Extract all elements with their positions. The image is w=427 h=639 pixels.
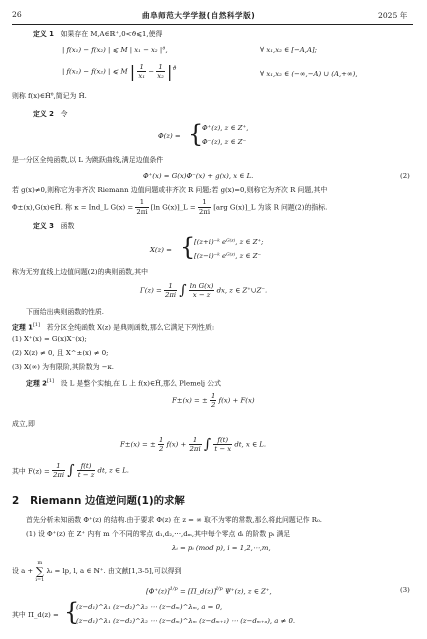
definition-1-condition-2: ∀ x₁,x₂ ∈ (−∞,−A) ∪ (A,+∞), bbox=[260, 70, 358, 78]
fraction: $\frac{1}{2}$ bbox=[210, 392, 216, 409]
summation: m ∑ i=1 bbox=[35, 560, 45, 583]
definition-3-description: 称为无穷直线上边值问题(2)的典则函数,其中 bbox=[12, 268, 148, 276]
pi-definition-label: 其中 Π_d(z) = bbox=[12, 611, 59, 619]
theorem-2-label: 定理 2 bbox=[26, 379, 47, 388]
definition-2-line-1: 若 g(x)≠0,则称它为非齐次 Riemann 边值问题或非齐次 R 问题;若 g(x)=0,则称它为齐次 R 问题,其中 bbox=[12, 186, 328, 194]
lambda-equation: λᵢ = pᵢ (mod p), i = 1,2,⋯,m, bbox=[172, 544, 271, 552]
theorem-1-label: 定理 1 bbox=[12, 323, 33, 332]
fraction: $\frac{1}{2}$ bbox=[158, 436, 164, 453]
fraction: $\frac{\text{ln G(x)}}{x - z}$ bbox=[189, 282, 214, 299]
brace: { bbox=[180, 233, 196, 261]
header-rule bbox=[12, 24, 413, 25]
canonical-case-2: [(z−i)⁻ᵏ eᴳ⁽ᶻ⁾, z ∈ Z⁻ bbox=[194, 252, 262, 260]
equation-number-2: (2) bbox=[400, 172, 410, 180]
definition-1-text: 如果存在 M,A∈ℝ⁺,0<ϑ⩽1,使得 bbox=[60, 30, 163, 38]
section-2-paragraph-3: 设 a + m ∑ i=1 λᵢ = lp, l, a ∈ ℕ⁺. 由文献[1,3-5],可以得到 bbox=[12, 560, 182, 583]
definition-1-condition-1: ∀ x₁,x₂ ∈ [−A,A]; bbox=[260, 46, 317, 54]
definition-1-conclusion: 则称 f(x)∈Ĥᶿ,简记为 Ĥ. bbox=[12, 92, 87, 100]
definition-1-equation-2: | f(x₁) − f(x₂) | ⩽ M | $\frac{1}{\text{x₁}}$ − $\frac{1}{\text{x₂}}$ $|^ϑ$ bbox=[62, 62, 177, 81]
definition-3-label: 定义 3 bbox=[33, 222, 54, 230]
boundary-condition-equation: Φ⁺(x) = G(x)Φ⁻(x) + g(x), x ∈ L. bbox=[143, 172, 254, 180]
phi-case-1: Φ⁺(z), z ∈ Z⁺, bbox=[202, 124, 249, 132]
section-2-paragraph-2: (1) 设 Φ⁺(z) 在 Z⁺ 内有 m 个不同的零点 d₁,d₂,⋯,dₘ,其中每个零点 dᵢ 的阶数 pᵢ 满足 bbox=[26, 530, 291, 538]
fraction: $\frac{f(t)}{t - x}$ bbox=[214, 436, 232, 453]
brace: { bbox=[188, 120, 204, 148]
theorem-1-item-3: (3) X(∞) 为有限阶,其阶数为 −κ. bbox=[12, 363, 114, 371]
header-year: 2025 年 bbox=[378, 11, 408, 20]
definition-1-label: 定义 1 bbox=[33, 30, 54, 38]
plemelj-formula: F±(x) = ± $\frac{1}{2}$ f(x) + F(x) bbox=[172, 392, 255, 409]
section-2-paragraph-1: 首先分析未知函数 Φ⁺(z) 的结构.由于要求 Φ(z) 在 z = ∞ 取不为零的常数,那么将此问题记作 R₀. bbox=[26, 516, 322, 524]
properties-intro: 下面给出典则函数的性质. bbox=[26, 308, 104, 316]
pi-case-2: (z−d₁)^λ₁ (z−d₂)^λ₂ ⋯ (z−dₘ)^λₘ (z−dₘ₊₁) ⋯ (z−dₘ₊ₐ), a ≠ 0. bbox=[76, 617, 296, 625]
plemelj-formula-expanded: F±(x) = ± $\frac{1}{2}$ f(x) + $\frac{1}{2\pi i}$ ∫ $\frac{f(t)}{t - x}$ dt, x ∈ L. bbox=[120, 436, 267, 453]
definition-2-description: 是一分区全纯函数,以 L 为跳跃曲线,满足边值条件 bbox=[12, 156, 164, 164]
page-number: 26 bbox=[12, 10, 22, 19]
canonical-function-left: X(z) = bbox=[150, 246, 172, 254]
equation-3: $[\Phi^+(z)]^{1/p}$ = [Π_d(z)]$^{l/p}$ Ψ⁺(z), z ∈ Z⁺, bbox=[146, 586, 272, 596]
definition-2-label: 定义 2 bbox=[33, 110, 54, 118]
theorem-2: 定理 2[1] 设 L 是整个实轴,在 L 上 f(x)∈Ĥ,那么 Plemelj 公式 bbox=[26, 378, 222, 388]
fraction: $\frac{1}{2\pi i}$ bbox=[198, 198, 211, 216]
fraction: $\frac{1}{2\pi i}$ bbox=[164, 282, 177, 299]
section-2-heading: 2 Riemann 边值逆问题(1)的求解 bbox=[12, 495, 185, 507]
fraction: $\frac{1}{\text{x₂}}$ bbox=[157, 63, 164, 80]
gamma-equation: Γ(z) = $\frac{1}{2\pi i}$ ∫ $\frac{\text{ln G(x)}}{x - z}$ dx, z ∈ Z⁺∪Z⁻. bbox=[140, 282, 268, 299]
fraction: $\frac{1}{2\pi i}$ bbox=[189, 436, 201, 453]
journal-title: 曲阜师范大学学报(自然科学版) bbox=[142, 11, 256, 20]
canonical-case-1: [(z+i)⁻ᵏ eᴳ⁽ᶻ⁾, z ∈ Z⁺; bbox=[194, 238, 264, 246]
fraction: $\frac{1}{2\pi i}$ bbox=[136, 198, 148, 216]
definition-2: 定义 2 令 bbox=[33, 110, 68, 118]
definition-1 bbox=[33, 30, 162, 39]
definition-3: 定义 3 函数 bbox=[33, 222, 75, 230]
definition-1-equation-1: | f(x₁) − f(x₂) | ⩽ M | x₁ − x₂ |ᶿ, bbox=[62, 46, 168, 54]
definition-2-line-2: Φ±(x),G(x)∈Ĥ. 称 κ = Ind_L G(x) = $\frac{1}{2\pi i}$ [ln G(x)]_L = $\frac{1}{2\pi i}$ [arg G(x)]_L 为该 R 问题(2)的指标. bbox=[12, 198, 328, 216]
equation-number-3: (3) bbox=[400, 586, 410, 594]
fraction: $\frac{1}{2\pi i}$ bbox=[52, 462, 65, 479]
cauchy-integral-definition: 其中 F(z) = $\frac{1}{2\pi i}$ ∫ $\frac{f(t)}{t - z}$ dt, z ∈ L. bbox=[12, 462, 129, 479]
phi-definition: Φ(z) = bbox=[158, 132, 181, 140]
pi-case-1: (z−d₁)^λ₁ (z−d₂)^λ₂ ⋯ (z−dₘ)^λₘ, a = 0, bbox=[76, 603, 223, 611]
fraction: $\frac{f(t)}{t - z}$ bbox=[77, 462, 95, 479]
fraction: $\frac{1}{\text{x₁}}$ bbox=[138, 63, 145, 80]
theorem-1-item-1: (1) X⁺(x) = G(x)X⁻(x); bbox=[12, 335, 87, 343]
theorem-1: 定理 1[1] 若分区全纯函数 X(z) 是典则函数,那么它满足下列性质: bbox=[12, 322, 215, 332]
phi-case-2: Φ⁻(z), z ∈ Z⁻ bbox=[202, 138, 247, 146]
theorem-1-item-2: (2) X(z) ≠ 0, 且 X^±(x) ≠ 0; bbox=[12, 349, 109, 357]
holds-text: 成立,即 bbox=[12, 420, 35, 428]
brace: { bbox=[64, 598, 80, 626]
